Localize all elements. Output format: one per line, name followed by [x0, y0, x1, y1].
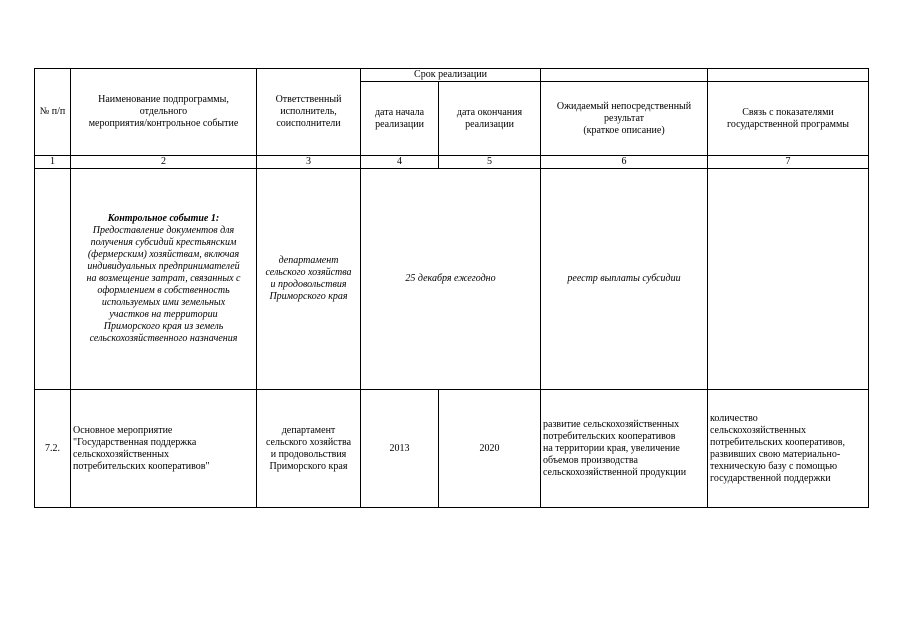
control-event-responsible: департамент сельского хозяйства и продовольствия Приморского края	[257, 169, 361, 390]
measure-result: развитие сельскохозяйственных потребительских кооперативов на территории края, увеличение объемов производства сельскохозяйственной продукции	[541, 390, 708, 508]
control-event-cell	[71, 169, 257, 390]
header-term: Срок реализации	[361, 69, 541, 82]
header-name: Наименование подпрограммы, отдельного мероприятия/контрольное событие	[71, 69, 257, 156]
header-link: Связь с показателями государственной программы	[708, 82, 869, 156]
control-event-date: 25 декабря ежегодно	[361, 169, 541, 390]
control-event-row	[35, 169, 869, 390]
column-number: 5	[439, 156, 541, 169]
column-number: 1	[35, 156, 71, 169]
measure-end: 2020	[439, 390, 541, 508]
column-number: 6	[541, 156, 708, 169]
measure-name: Основное мероприятие "Государственная поддержка сельскохозяйственных потребительских кооперативов"	[71, 390, 257, 508]
header-blank-7	[708, 69, 869, 82]
column-number: 2	[71, 156, 257, 169]
column-number: 3	[257, 156, 361, 169]
measure-link: количество сельскохозяйственных потребительских кооперативов, развивших свою материально- техническую базу с помощью государственной поддержки	[708, 390, 869, 508]
control-event-link	[708, 169, 869, 390]
measure-start: 2013	[361, 390, 439, 508]
control-event-text: Предоставление документов для получения субсидий крестьянским (фермерским) хозяйствам, включая индивидуальных предпринимателей на возмещение затрат, связанных с оформлением в собственность используемых ими земельных участков на территории Приморского края из земель сельскохозяйственного назначения	[86, 225, 241, 344]
column-number: 4	[361, 156, 439, 169]
header-blank-6	[541, 69, 708, 82]
header-row-1	[35, 69, 869, 82]
column-number-row	[35, 156, 869, 169]
header-start: дата начала реализации	[361, 82, 439, 156]
header-end: дата окончания реализации	[439, 82, 541, 156]
header-result: Ожидаемый непосредственный результат (краткое описание)	[541, 82, 708, 156]
control-event-title: Контрольное событие 1:	[107, 213, 220, 224]
header-responsible: Ответственный исполнитель, соисполнители	[257, 69, 361, 156]
column-number: 7	[708, 156, 869, 169]
control-event-no	[35, 169, 71, 390]
implementation-plan-table	[34, 68, 869, 508]
control-event-result: реестр выплаты субсидии	[541, 169, 708, 390]
measure-responsible: департамент сельского хозяйства и продовольствия Приморского края	[257, 390, 361, 508]
header-no: № п/п	[35, 69, 71, 156]
measure-row	[35, 390, 869, 508]
measure-no: 7.2.	[35, 390, 71, 508]
